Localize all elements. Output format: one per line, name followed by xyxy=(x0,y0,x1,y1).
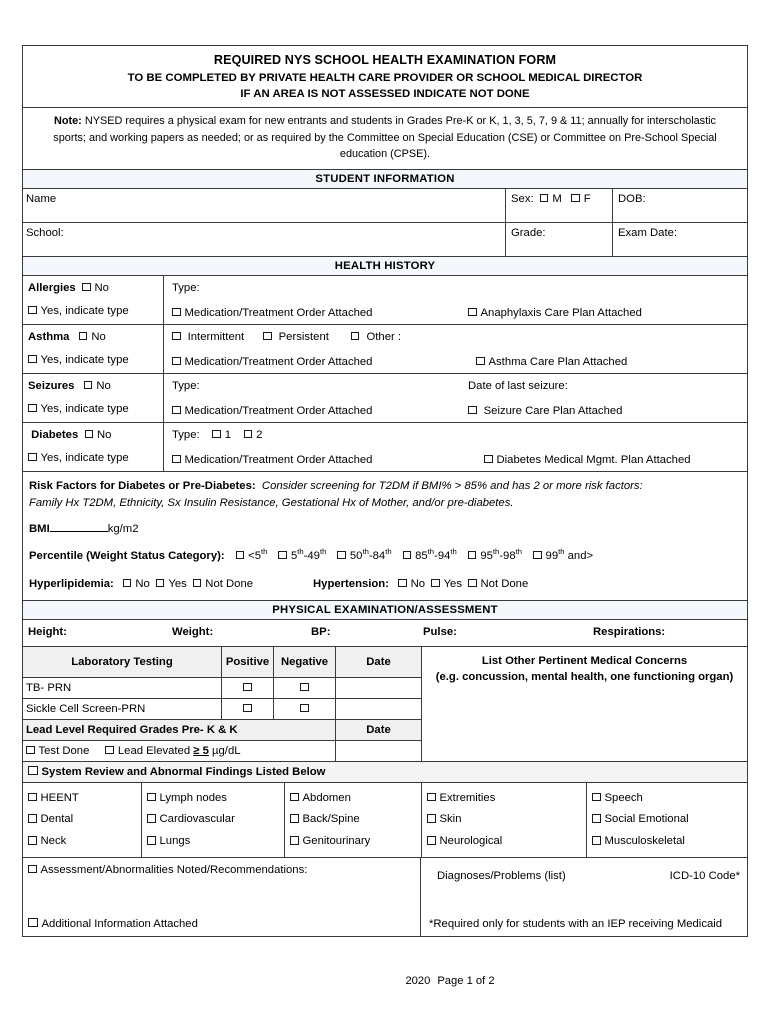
form-title-block xyxy=(23,46,747,108)
percentile-option-5[interactable]: 99th and> xyxy=(533,550,593,562)
sex-female-checkbox[interactable] xyxy=(571,194,580,203)
lab-header-positive: Positive xyxy=(222,647,274,677)
seizures-yes-checkbox[interactable] xyxy=(28,404,37,413)
lab-header-date: Date xyxy=(366,655,391,668)
lab-row-1-positive-checkbox[interactable] xyxy=(243,704,252,713)
assessment-cell[interactable] xyxy=(23,858,421,936)
seizures-no-checkbox[interactable] xyxy=(84,381,93,390)
system-review-header xyxy=(23,762,747,783)
lab-row-0-name: TB- PRN xyxy=(23,678,222,698)
test-done-checkbox[interactable] xyxy=(26,746,35,755)
system-review-item-neck[interactable] xyxy=(28,831,141,853)
allergies-no-checkbox[interactable] xyxy=(82,283,91,292)
pulse-label: Pulse: xyxy=(423,625,457,638)
lab-row-1-negative-checkbox[interactable] xyxy=(300,704,309,713)
exam-date-field[interactable] xyxy=(613,223,747,256)
system-review-item-cardiovascular[interactable] xyxy=(147,809,284,831)
allergies-label: Allergies xyxy=(28,281,76,294)
hyperlipidemia-notdone-checkbox[interactable] xyxy=(193,579,202,588)
asthma-no-checkbox[interactable] xyxy=(79,332,88,341)
seizures-care-plan-label: Seizure Care Plan Attached xyxy=(483,404,623,417)
lead-elevated-label: Lead Elevated xyxy=(117,744,194,757)
genitourinary-checkbox[interactable] xyxy=(290,836,299,845)
allergies-type-label: Type: xyxy=(172,281,200,294)
back-spine-label: Back/Spine xyxy=(302,813,360,826)
asthma-other-label: Other : xyxy=(366,330,402,343)
diagnoses-header xyxy=(429,864,742,882)
social-emotional-checkbox[interactable] xyxy=(592,814,601,823)
percentile-option-1[interactable]: 5th-49th xyxy=(278,550,326,562)
neurological-checkbox[interactable] xyxy=(427,836,436,845)
risk-factors-title: Risk Factors for Diabetes or Pre-Diabetes: xyxy=(29,479,256,492)
system-review-column-3 xyxy=(285,783,422,857)
asthma-care-plan-checkbox[interactable] xyxy=(476,357,485,366)
system-review-column-2 xyxy=(142,783,285,857)
medical-concerns-cell[interactable] xyxy=(422,647,747,761)
lab-header-negative: Negative xyxy=(274,647,336,677)
allergies-yes-checkbox[interactable] xyxy=(28,306,37,315)
icd-code-label: ICD-10 Code* xyxy=(669,869,740,882)
bmi-label: BMI xyxy=(29,522,50,535)
allergies-right-cell xyxy=(164,276,747,324)
dental-label: Dental xyxy=(40,813,74,826)
asthma-left-cell xyxy=(23,325,164,373)
allergies-care-plan-label: Anaphylaxis Care Plan Attached xyxy=(480,306,642,319)
dob-label: DOB: xyxy=(618,192,646,205)
asthma-no-label: No xyxy=(91,330,106,343)
assessment-row xyxy=(23,858,747,936)
note-label: Note: xyxy=(53,115,82,128)
genitourinary-label: Genitourinary xyxy=(302,835,371,847)
system-review-item-neurological[interactable] xyxy=(427,831,586,853)
lab-header-testing: Laboratory Testing xyxy=(23,647,222,677)
lab-row-0-date-cell[interactable] xyxy=(336,678,421,698)
physical-exam-band: PHYSICAL EXAMINATION/ASSESSMENT xyxy=(23,601,747,620)
system-review-item-lymph-nodes[interactable] xyxy=(147,788,284,810)
seizures-right-cell xyxy=(164,374,747,422)
table-row xyxy=(23,678,421,699)
assessment-checkbox[interactable] xyxy=(28,865,37,874)
page-footer xyxy=(22,975,748,987)
diabetes-no-checkbox[interactable] xyxy=(85,430,94,439)
lab-row-1-name: Sickle Cell Screen-PRN xyxy=(23,699,222,719)
asthma-persistent-label: Persistent xyxy=(278,330,329,343)
student-school-row xyxy=(23,223,747,257)
allergies-attachment-row xyxy=(172,307,742,319)
system-review-item-dental[interactable] xyxy=(28,809,141,831)
diabetes-right-cell xyxy=(164,423,747,471)
exam-date-label: Exam Date: xyxy=(618,226,678,239)
heent-checkbox[interactable] xyxy=(28,793,37,802)
asthma-yes-checkbox[interactable] xyxy=(28,355,37,364)
system-review-item-skin[interactable] xyxy=(427,809,586,831)
cardiovascular-label: Cardiovascular xyxy=(159,813,235,826)
musculoskeletal-label: Musculoskeletal xyxy=(604,835,685,847)
allergies-yes-label: Yes, indicate type xyxy=(40,304,129,317)
diagnoses-cell[interactable] xyxy=(421,858,747,936)
assessment-header xyxy=(28,864,415,876)
bp-label: BP: xyxy=(311,625,331,638)
seizures-type-row xyxy=(172,380,742,392)
percentile-row xyxy=(29,548,741,565)
seizures-left-cell xyxy=(23,374,164,422)
allergies-no-label: No xyxy=(94,281,109,294)
social-emotional-label: Social Emotional xyxy=(604,813,689,826)
system-review-checkbox[interactable] xyxy=(28,766,38,776)
seizures-yes-label: Yes, indicate type xyxy=(40,402,129,415)
skin-label: Skin xyxy=(439,813,462,826)
lab-and-concerns-row xyxy=(23,647,747,762)
seizures-med-order-label: Medication/Treatment Order Attached xyxy=(184,404,373,417)
seizures-attachment-row xyxy=(172,405,742,417)
system-review-column-4 xyxy=(422,783,587,857)
system-review-item-extremities[interactable] xyxy=(427,788,586,810)
test-done-label: Test Done xyxy=(38,744,90,757)
diagnoses-label: Diagnoses/Problems (list) xyxy=(437,869,566,882)
sex-field[interactable] xyxy=(506,189,613,222)
hyperlipidemia-no-label: No xyxy=(135,577,150,590)
asthma-row xyxy=(23,325,747,374)
hypertension-yes-label: Yes xyxy=(443,577,462,590)
diabetes-type2-label: 2 xyxy=(256,428,263,441)
seizures-row xyxy=(23,374,747,423)
speech-label: Speech xyxy=(604,791,643,804)
respirations-label: Respirations: xyxy=(593,625,666,638)
percentile-option-4[interactable]: 95th-98th xyxy=(468,550,522,562)
diabetes-med-order-label: Medication/Treatment Order Attached xyxy=(184,453,373,466)
system-review-column-5 xyxy=(587,783,747,857)
hypertension-no-checkbox[interactable] xyxy=(398,579,407,588)
sex-female-label: F xyxy=(583,192,591,205)
seizures-type-label: Type: xyxy=(172,379,200,392)
diabetes-yes-label: Yes, indicate type xyxy=(40,451,129,464)
weight-label: Weight: xyxy=(172,625,214,638)
seizures-label: Seizures xyxy=(28,379,75,392)
percentile-option-2[interactable]: 50th-84th xyxy=(337,550,391,562)
form-title-line-2: TO BE COMPLETED BY PRIVATE HEALTH CARE PROVIDER OR SCHOOL MEDICAL DIRECTOR xyxy=(127,71,643,84)
sex-male-label: M xyxy=(552,192,562,205)
medical-concerns-line1: List Other Pertinent Medical Concerns xyxy=(481,654,688,667)
cardiovascular-checkbox[interactable] xyxy=(147,814,156,823)
system-review-column-1 xyxy=(23,783,142,857)
lead-level-label: Lead Level Required Grades Pre- K & K xyxy=(23,720,336,740)
diabetes-type-label: Type: xyxy=(172,428,200,441)
asthma-other-checkbox[interactable] xyxy=(351,332,360,341)
percentile-checkbox-0[interactable] xyxy=(236,551,245,560)
diabetes-type1-checkbox[interactable] xyxy=(212,430,221,439)
sex-male-checkbox[interactable] xyxy=(540,194,549,203)
percentile-checkbox-3[interactable] xyxy=(403,551,412,560)
grade-label: Grade: xyxy=(511,226,546,239)
diabetes-type1-label: 1 xyxy=(224,428,231,441)
risk-factors-text xyxy=(29,478,741,512)
diabetes-med-order-checkbox[interactable] xyxy=(172,455,181,464)
hyperlipidemia-yes-checkbox[interactable] xyxy=(156,579,165,588)
diabetes-row xyxy=(23,423,747,472)
neurological-label: Neurological xyxy=(439,835,503,847)
additional-info-label: Additional Information Attached xyxy=(41,917,198,930)
hyperlipidemia-label: Hyperlipidemia: xyxy=(29,577,114,590)
lipids-bp-row xyxy=(29,576,741,593)
speech-checkbox[interactable] xyxy=(592,793,601,802)
lead-test-done-cell xyxy=(23,741,336,761)
diabetes-type2-checkbox[interactable] xyxy=(244,430,253,439)
lead-elevated-unit: µg/dL xyxy=(208,744,241,757)
system-review-item-musculoskeletal[interactable] xyxy=(592,831,747,853)
seizures-no-label: No xyxy=(96,379,111,392)
abdomen-checkbox[interactable] xyxy=(290,793,299,802)
asthma-intermittent-checkbox[interactable] xyxy=(172,332,181,341)
seizures-med-order-checkbox[interactable] xyxy=(172,406,181,415)
asthma-right-cell xyxy=(164,325,747,373)
lab-row-1-date-cell[interactable] xyxy=(336,699,421,719)
extremities-label: Extremities xyxy=(439,791,496,804)
lungs-checkbox[interactable] xyxy=(147,836,156,845)
asthma-intermittent-label: Intermittent xyxy=(187,330,245,343)
percentile-label: Percentile (Weight Status Category): xyxy=(29,549,225,562)
diabetes-label: Diabetes xyxy=(31,428,79,441)
footer-year: 2020 xyxy=(405,975,431,987)
assessment-label: Assessment/Abnormalities Noted/Recommendations: xyxy=(40,863,308,876)
school-label: School: xyxy=(26,226,64,239)
system-review-item-lungs[interactable] xyxy=(147,831,284,853)
percentile-checkbox-2[interactable] xyxy=(337,551,346,560)
allergies-med-order-checkbox[interactable] xyxy=(172,308,181,317)
lead-elevated-checkbox[interactable] xyxy=(105,746,114,755)
system-review-item-speech[interactable] xyxy=(592,788,747,810)
hyperlipidemia-no-checkbox[interactable] xyxy=(123,579,132,588)
neck-label: Neck xyxy=(40,835,67,847)
medical-concerns-line2: (e.g. concussion, mental health, one functioning organ) xyxy=(435,671,734,683)
diabetes-care-plan-label: Diabetes Medical Mgmt. Plan Attached xyxy=(496,453,691,466)
student-name-row xyxy=(23,189,747,223)
diabetes-no-label: No xyxy=(97,428,112,441)
asthma-attachment-row xyxy=(172,356,742,368)
asthma-med-order-label: Medication/Treatment Order Attached xyxy=(184,355,373,368)
asthma-yes-label: Yes, indicate type xyxy=(40,353,129,366)
system-review-item-genitourinary[interactable] xyxy=(290,831,421,853)
diabetes-yes-checkbox[interactable] xyxy=(28,453,37,462)
lead-elevated-threshold: ≥ 5 xyxy=(193,744,209,757)
system-review-item-abdomen[interactable] xyxy=(290,788,421,810)
diabetes-left-cell xyxy=(23,423,164,471)
diabetes-attachment-row xyxy=(172,454,742,466)
lymph-nodes-checkbox[interactable] xyxy=(147,793,156,802)
seizures-date-last-label: Date of last seizure: xyxy=(468,379,568,392)
extremities-checkbox[interactable] xyxy=(427,793,436,802)
health-history-band: HEALTH HISTORY xyxy=(23,257,747,276)
heent-label: HEENT xyxy=(40,791,79,804)
allergies-row xyxy=(23,276,747,325)
diabetes-care-plan-checkbox[interactable] xyxy=(484,455,493,464)
lab-row-0-positive-checkbox[interactable] xyxy=(243,683,252,692)
grade-field[interactable] xyxy=(506,223,613,256)
lead-level-header-row xyxy=(23,720,421,741)
system-review-item-social-emotional[interactable] xyxy=(592,809,747,831)
note-text: NYSED requires a physical exam for new entrants and students in Grades Pre-K or K, 1, 3, 5, 7, 9 & 11; annually for interscholastic sports; and working papers as needed; or as required by the Committee on Special Education (CSE) or Committee on Pre-School Special education (CPSE). xyxy=(53,115,717,161)
laboratory-table xyxy=(23,647,422,761)
asthma-severity-row xyxy=(172,331,742,343)
system-review-item-back-spine[interactable] xyxy=(290,809,421,831)
skin-checkbox[interactable] xyxy=(427,814,436,823)
hypertension-label: Hypertension: xyxy=(313,577,389,590)
lead-test-date-cell[interactable] xyxy=(336,741,421,761)
system-review-grid xyxy=(23,783,747,858)
risk-factors-line1: Consider screening for T2DM if BMI% > 85% and has 2 or more risk factors: xyxy=(261,479,643,492)
asthma-med-order-checkbox[interactable] xyxy=(172,357,181,366)
bmi-input[interactable] xyxy=(50,531,108,532)
additional-info-row[interactable] xyxy=(28,918,198,930)
vitals-row xyxy=(23,620,747,647)
system-review-item-heent[interactable] xyxy=(28,788,141,810)
percentile-checkbox-1[interactable] xyxy=(278,551,287,560)
student-information-band: STUDENT INFORMATION xyxy=(23,170,747,189)
footer-page: Page 1 of 2 xyxy=(437,975,495,987)
hypertension-notdone-checkbox[interactable] xyxy=(468,579,477,588)
form-title-line-1: REQUIRED NYS SCHOOL HEALTH EXAMINATION FORM xyxy=(213,53,557,67)
name-label: Name xyxy=(26,192,57,205)
risk-factors-section xyxy=(23,472,747,601)
bmi-row xyxy=(29,521,741,538)
hyperlipidemia-notdone-label: Not Done xyxy=(205,577,254,590)
lab-row-0-positive-cell[interactable] xyxy=(222,678,274,698)
lab-row-0-negative-checkbox[interactable] xyxy=(300,683,309,692)
percentile-option-3[interactable]: 85th-94th xyxy=(403,550,457,562)
back-spine-checkbox[interactable] xyxy=(290,814,299,823)
seizures-care-plan-checkbox[interactable] xyxy=(468,406,477,415)
neck-checkbox[interactable] xyxy=(28,836,37,845)
percentile-checkbox-4[interactable] xyxy=(468,551,477,560)
lab-row-1-positive-cell[interactable] xyxy=(222,699,274,719)
diabetes-type-row xyxy=(172,429,742,441)
lead-test-done-row xyxy=(23,741,421,761)
percentile-option-0[interactable]: <5th xyxy=(236,550,268,562)
hypertension-yes-checkbox[interactable] xyxy=(431,579,440,588)
lab-row-1-negative-cell[interactable] xyxy=(274,699,336,719)
hypertension-notdone-label: Not Done xyxy=(480,577,529,590)
lab-row-0-negative-cell[interactable] xyxy=(274,678,336,698)
form-note xyxy=(23,108,747,170)
musculoskeletal-checkbox[interactable] xyxy=(592,836,601,845)
dob-field[interactable] xyxy=(613,189,747,222)
school-field[interactable] xyxy=(23,223,506,256)
allergies-med-order-label: Medication/Treatment Order Attached xyxy=(184,306,373,319)
system-review-header-label: System Review and Abnormal Findings Listed Below xyxy=(41,765,326,778)
lab-table-header xyxy=(23,647,421,678)
height-label: Height: xyxy=(28,625,67,638)
percentile-checkbox-5[interactable] xyxy=(533,551,542,560)
lymph-nodes-label: Lymph nodes xyxy=(159,791,227,804)
asthma-persistent-checkbox[interactable] xyxy=(263,332,272,341)
lead-level-date-header: Date xyxy=(366,723,391,736)
name-field[interactable] xyxy=(23,189,506,222)
asthma-care-plan-label: Asthma Care Plan Attached xyxy=(488,355,628,368)
allergies-care-plan-checkbox[interactable] xyxy=(468,308,477,317)
table-row xyxy=(23,699,421,720)
form-title-line-3: IF AN AREA IS NOT ASSESSED INDICATE NOT DONE xyxy=(240,88,530,101)
abdomen-label: Abdomen xyxy=(302,791,351,804)
risk-factors-line2: Family Hx T2DM, Ethnicity, Sx Insulin Resistance, Gestational Hx of Mother, and/or pre-diabetes. xyxy=(29,496,514,509)
asthma-label: Asthma xyxy=(28,330,70,343)
additional-info-checkbox[interactable] xyxy=(28,918,38,928)
sex-label: Sex: xyxy=(511,192,534,205)
dental-checkbox[interactable] xyxy=(28,814,37,823)
hypertension-no-label: No xyxy=(410,577,426,590)
health-examination-form xyxy=(22,45,748,937)
allergies-left-cell xyxy=(23,276,164,324)
bmi-unit: kg/m2 xyxy=(107,522,139,535)
hyperlipidemia-yes-label: Yes xyxy=(168,577,187,590)
lungs-label: Lungs xyxy=(159,835,191,847)
medicaid-note: *Required only for students with an IEP receiving Medicaid xyxy=(429,917,723,930)
